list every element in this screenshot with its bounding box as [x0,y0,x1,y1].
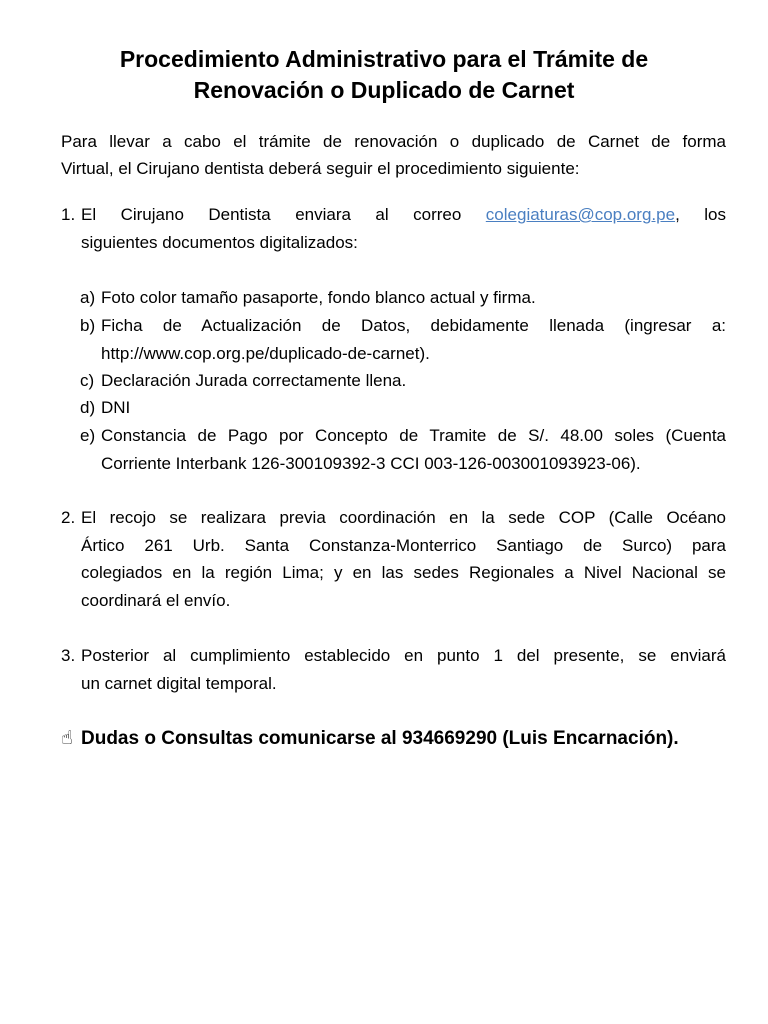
step-3-line-1: Posterior al cumplimiento establecido en punto 1 del presente, se enviará [81,646,726,665]
list-item-d [80,394,726,422]
contact-note [61,725,679,753]
step-1-line-1 [81,201,726,229]
list-item-b [80,312,726,367]
list-item-text: Declaración Jurada correctamente llena. [101,371,407,390]
step-2-line-3: colegiados en la región Lima; y en las sedes Regionales a Nivel Nacional se [81,563,726,582]
title-line-2: Renovación o Duplicado de Carnet [193,77,575,103]
step-2-line-1: El recojo se realizara previa coordinación en la sede COP (Calle Océano [81,508,726,527]
intro-paragraph [61,128,726,182]
document-title [40,44,728,106]
email-link[interactable]: colegiaturas@cop.org.pe [485,205,676,224]
title-line-1: Procedimiento Administrativo para el Trámite de [119,46,649,72]
list-item-url: http://www.cop.org.pe/duplicado-de-carnet). [101,343,430,363]
list-letter: a) [80,288,96,307]
step-number: 3. [61,646,76,665]
pointing-hand-icon: ☝ [61,728,73,749]
list-item-e [80,422,726,477]
step-3-line-2: un carnet digital temporal. [81,673,277,693]
list-letter: d) [80,398,96,417]
step-number: 2. [61,508,76,527]
list-letter: c) [80,371,95,390]
step-2-line-4: coordinará el envío. [81,590,231,610]
step-1-text-after: , los [675,205,726,224]
list-item-text: Constancia de Pago por Concepto de Tramite de S/. 48.00 soles (Cuenta [101,426,726,445]
list-letter: b) [80,316,96,335]
list-item-text: Ficha de Actualización de Datos, debidamente llenada (ingresar a: [101,316,726,335]
contact-text: Dudas o Consultas comunicarse al 934669290 (Luis Encarnación). [81,728,679,749]
list-item-text: Foto color tamaño pasaporte, fondo blanco actual y firma. [101,288,536,307]
step-2-line-2: Ártico 261 Urb. Santa Constanza-Monterrico Santiago de Surco) para [81,535,726,555]
list-item-a [80,284,726,312]
step-3 [61,642,726,697]
list-item-text: Corriente Interbank 126-300109392-3 CCI 003-126-003001093923-06). [101,453,641,473]
intro-line-1: Para llevar a cabo el trámite de renovación o duplicado de Carnet de forma [61,132,726,151]
list-item-c [80,367,726,395]
step-1 [61,201,726,256]
step-2 [61,504,726,614]
intro-line-2: Virtual, el Cirujano dentista deberá seguir el procedimiento siguiente: [61,159,580,178]
step-1-text: El Cirujano Dentista enviara al correo [81,205,486,224]
step-1-line-2: siguientes documentos digitalizados: [81,232,358,252]
list-item-text: DNI [101,398,131,417]
step-number: 1. [61,205,76,224]
list-letter: e) [80,426,96,445]
